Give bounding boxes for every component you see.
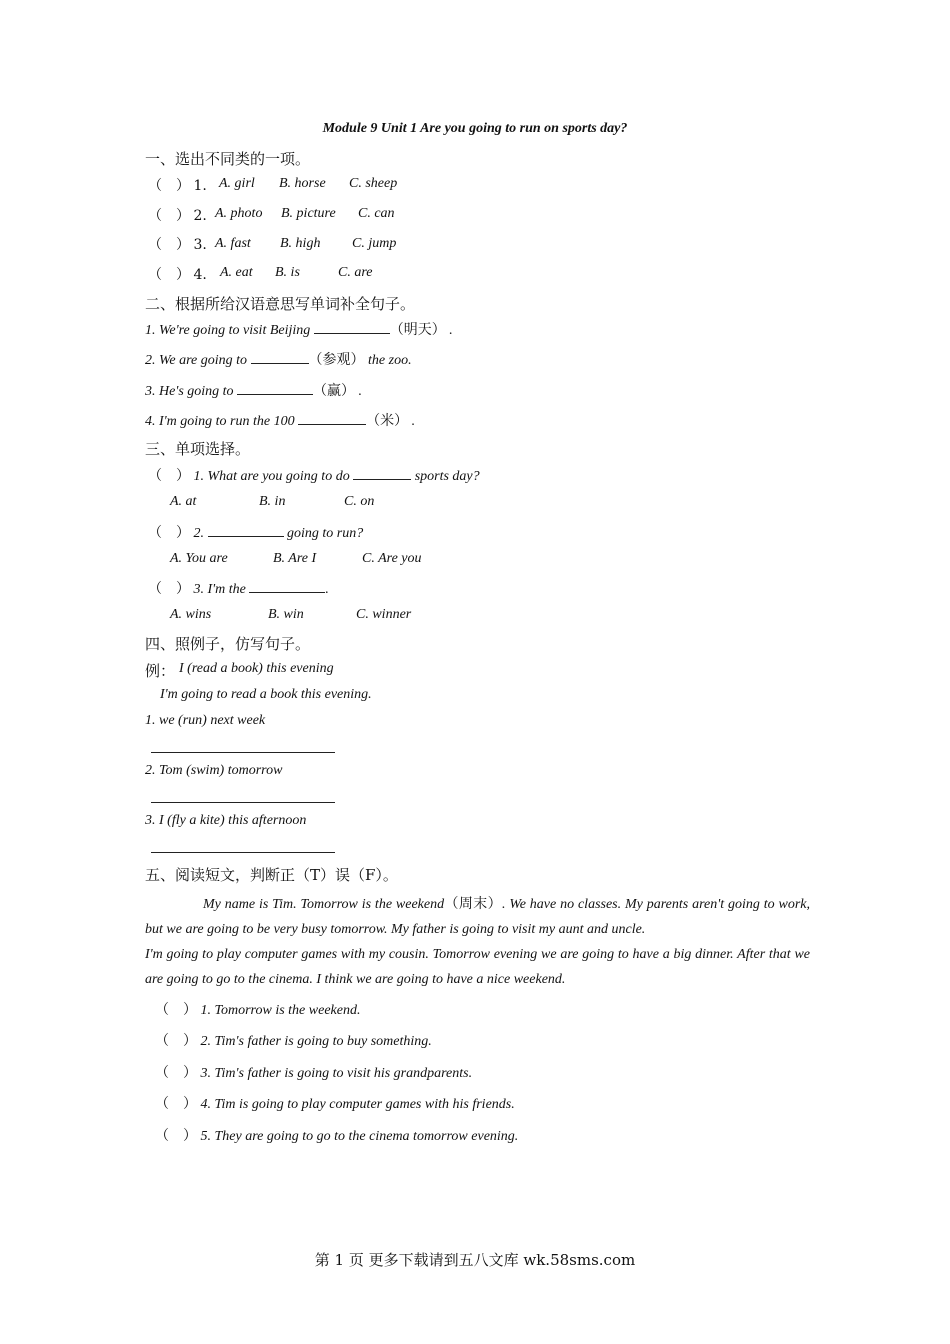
- part2-item: [145, 319, 453, 339]
- answer-paren[interactable]: （ ）: [155, 1002, 197, 1018]
- sentence-text: the zoo.: [364, 353, 412, 368]
- part2-heading: 二、根据所给汉语意思写单词补全句子。: [145, 295, 416, 313]
- option-b: B. horse: [279, 176, 326, 191]
- sentence-text: .: [445, 323, 453, 338]
- option-b: B. is: [275, 265, 300, 280]
- statement-text: 5. They are going to go to the cinema tomorrow evening.: [200, 1129, 519, 1144]
- answer-paren[interactable]: （ ）: [148, 525, 190, 541]
- part1-heading: 一、选出不同类的一项。: [145, 150, 311, 168]
- option-c: C. are: [338, 265, 373, 280]
- hint-text: （明天）: [389, 322, 446, 338]
- option-b: B. high: [280, 236, 321, 251]
- option-c: C. winner: [356, 607, 412, 622]
- passage-text: . We have no classes. My parents aren't going to work, but we are going to be very busy tomorrow. My father is going to visit my aunt and uncle.: [145, 897, 811, 937]
- judge-item: [155, 1062, 472, 1082]
- question-text: sports day?: [411, 469, 480, 484]
- part1-item: [148, 264, 207, 284]
- rewrite-prompt: 2. Tom (swim) tomorrow: [145, 763, 283, 778]
- part1-item: [148, 175, 207, 195]
- option-a: A. photo: [215, 206, 263, 221]
- option-a: A. You are: [170, 551, 228, 566]
- option-c: C. can: [358, 206, 395, 221]
- answer-line[interactable]: [151, 801, 335, 803]
- fill-blank[interactable]: [237, 382, 313, 395]
- judge-item: [155, 999, 360, 1019]
- item-number: 3.: [193, 237, 207, 253]
- rewrite-prompt: 1. we (run) next week: [145, 713, 266, 728]
- option-b: B. picture: [281, 206, 336, 221]
- hint-text: （赢）: [313, 383, 356, 399]
- sentence-text: 3. He's going to: [145, 384, 238, 399]
- part3-heading: 三、单项选择。: [145, 440, 251, 458]
- passage-text: My name is Tim. Tomorrow is the weekend: [203, 897, 445, 912]
- hint-text: （米）: [366, 413, 409, 429]
- option-a: A. wins: [170, 607, 212, 622]
- question-text: going to run?: [283, 526, 364, 541]
- option-a: A. girl: [219, 176, 255, 191]
- item-number: 1.: [193, 178, 207, 194]
- option-a: A. at: [170, 494, 197, 509]
- rewrite-prompt: 3. I (fly a kite) this afternoon: [145, 813, 307, 828]
- hint-text: （参观）: [308, 352, 365, 368]
- option-c: C. sheep: [349, 176, 398, 191]
- answer-paren[interactable]: （ ）: [155, 1065, 197, 1081]
- statement-text: 4. Tim is going to play computer games with his friends.: [200, 1097, 515, 1112]
- fill-blank[interactable]: [314, 321, 390, 334]
- statement-text: 2. Tim's father is going to buy something.: [200, 1034, 432, 1049]
- fill-blank: [353, 467, 411, 480]
- answer-paren[interactable]: （ ）: [155, 1033, 197, 1049]
- answer-line[interactable]: [151, 751, 335, 753]
- part2-item: [145, 380, 362, 400]
- answer-paren[interactable]: （ ）: [148, 178, 190, 194]
- sentence-text: 2. We are going to: [145, 353, 251, 368]
- option-b: B. Are I: [273, 551, 317, 566]
- answer-paren[interactable]: （ ）: [148, 267, 190, 283]
- example-answer: I'm going to read a book this evening.: [160, 687, 372, 702]
- fill-blank[interactable]: [298, 412, 366, 425]
- option-b: B. win: [268, 607, 304, 622]
- answer-paren[interactable]: （ ）: [148, 581, 190, 597]
- question-text: 2.: [193, 526, 208, 541]
- question-text: 1. What are you going to do: [193, 469, 354, 484]
- option-c: C. jump: [352, 236, 397, 251]
- reading-passage-paragraph: I'm going to play computer games with my cousin. Tomorrow evening we are going to have a big dinner. After that we are going to go to the cinema. I think we are going to have a nice weekend.: [145, 947, 810, 987]
- option-c: C. Are you: [362, 551, 422, 566]
- answer-paren[interactable]: （ ）: [148, 208, 190, 224]
- sentence-text: 4. I'm going to run the 100: [145, 414, 299, 429]
- fill-blank: [208, 524, 284, 537]
- question-text: 3. I'm the: [193, 582, 250, 597]
- part2-item: [145, 349, 412, 369]
- fill-blank: [249, 580, 325, 593]
- sentence-text: 1. We're going to visit Beijing: [145, 323, 314, 338]
- part3-item: [148, 522, 363, 542]
- answer-paren[interactable]: （ ）: [148, 468, 190, 484]
- answer-paren[interactable]: （ ）: [155, 1128, 197, 1144]
- option-c: C. on: [344, 494, 375, 509]
- part2-item: [145, 410, 415, 430]
- sentence-text: .: [355, 384, 363, 399]
- judge-item: [155, 1093, 515, 1113]
- part3-item: [148, 578, 329, 598]
- item-number: 4.: [193, 267, 207, 283]
- answer-line[interactable]: [151, 851, 335, 853]
- part1-item: [148, 234, 207, 254]
- page-footer: 第 1 页 更多下载请到五八文库 wk.58sms.com: [314, 1251, 636, 1269]
- answer-paren[interactable]: （ ）: [148, 237, 190, 253]
- part4-heading: 四、照例子，仿写句子。: [145, 635, 311, 653]
- judge-item: [155, 1125, 518, 1145]
- question-text: .: [325, 582, 329, 597]
- example-prompt: I (read a book) this evening: [179, 661, 334, 676]
- judge-item: [155, 1030, 432, 1050]
- item-number: 2.: [193, 208, 207, 224]
- statement-text: 3. Tim's father is going to visit his grandparents.: [200, 1066, 473, 1081]
- option-b: B. in: [259, 494, 286, 509]
- example-label: 例：: [145, 662, 176, 680]
- sentence-text: .: [408, 414, 416, 429]
- reading-passage-paragraph: [145, 892, 810, 942]
- fill-blank[interactable]: [251, 351, 309, 364]
- part3-item: [148, 465, 480, 485]
- page-title: Module 9 Unit 1 Are you going to run on sports day?: [322, 121, 628, 136]
- option-a: A. fast: [215, 236, 251, 251]
- part5-heading: 五、阅读短文，判断正（T）误（F）。: [145, 866, 398, 884]
- statement-text: 1. Tomorrow is the weekend.: [200, 1003, 361, 1018]
- option-a: A. eat: [220, 265, 253, 280]
- part1-item: [148, 205, 207, 225]
- passage-gloss: （周末）: [444, 896, 502, 912]
- answer-paren[interactable]: （ ）: [155, 1096, 197, 1112]
